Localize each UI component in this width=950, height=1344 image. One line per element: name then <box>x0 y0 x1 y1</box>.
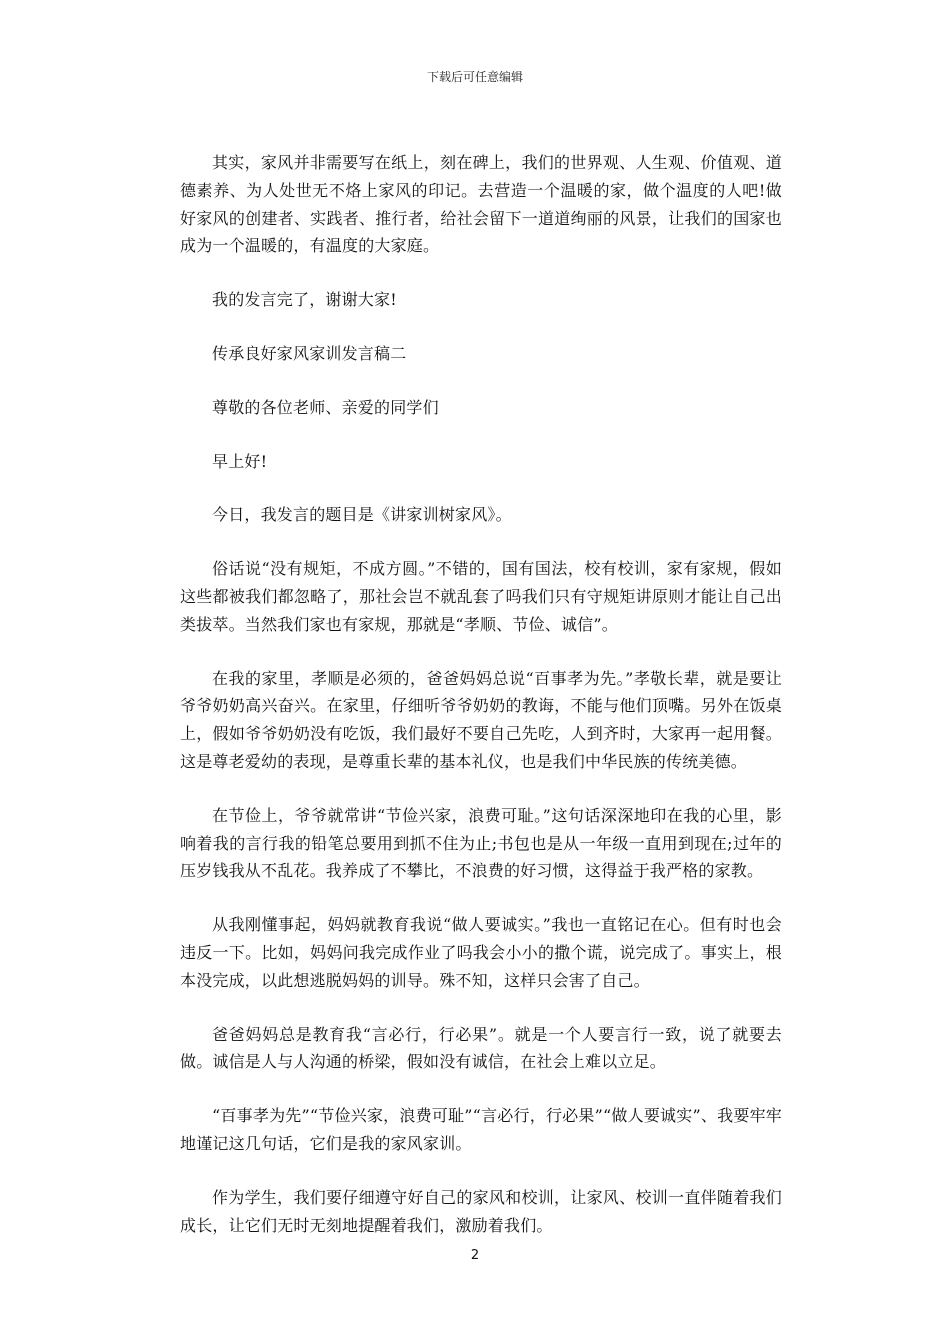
paragraph: 从我刚懂事起，妈妈就教育我说“做人要诚实。”我也一直铭记在心。但有时也会违反一下。比如，妈妈问我完成作业了吗我会小小的撒个谎，说完成了。事实上，根本没完成，以此想逃脱妈妈的训导。殊不知，这样只会害了自己。 <box>180 915 782 990</box>
paragraph: 我的发言完了，谢谢大家! <box>212 290 397 310</box>
page-header: 下载后可任意编辑 <box>426 70 523 84</box>
paragraph: 俗话说“没有规矩，不成方圆。”不错的，国有国法，校有校训，家有家规，假如这些都被我们都忽略了，那社会岂不就乱套了吗我们只有守规矩讲原则才能让自己出类拔萃。当然我们家也有家规，那就是“孝顺、节俭、诚信”。 <box>180 559 782 634</box>
salutation: 尊敬的各位老师、亲爱的同学们 <box>212 397 439 417</box>
paragraph: 今日，我发言的题目是《讲家训树家风》。 <box>212 505 512 525</box>
greeting: 早上好! <box>212 451 268 471</box>
paragraph: 爸爸妈妈总是教育我“言必行，行必果”。就是一个人要言行一致，说了就要去做。诚信是人与人沟通的桥梁，假如没有诚信，在社会上难以立足。 <box>180 1024 782 1072</box>
paragraph: 作为学生，我们要仔细遵守好自己的家风和校训，让家风、校训一直伴随着我们成长，让它们无时无刻地提醒着我们，激励着我们。 <box>180 1187 782 1235</box>
page-number: 2 <box>470 1248 480 1263</box>
paragraph: 在节俭上，爷爷就常讲“节俭兴家，浪费可耻。”这句话深深地印在我的心里，影响着我的言行我的铅笔总要用到抓不住为止;书包也是从一年级一直用到现在;过年的压岁钱我从不乱花。我养成了不攀比，不浪费的好习惯，这得益于我严格的家教。 <box>180 805 782 881</box>
section-title: 传承良好家风家训发言稿二 <box>212 343 407 363</box>
paragraph: “百事孝为先”“节俭兴家，浪费可耻”“言必行，行必果”“做人要诚实”、我要牢牢地谨记这几句话，它们是我的家风家训。 <box>180 1106 782 1153</box>
document-body <box>180 149 782 1265</box>
paragraph: 其实，家风并非需要写在纸上，刻在碑上，我们的世界观、人生观、价值观、道德素养、为人处世无不烙上家风的印记。去营造一个温暖的家，做个温度的人吧!做好家风的创建者、实践者、推行者，给社会留下一道道绚丽的风景，让我们的国家也成为一个温暖的，有温度的大家庭。 <box>180 153 782 256</box>
paragraph: 在我的家里，孝顺是必须的，爸爸妈妈总说“百事孝为先。”孝敬长辈，就是要让爷爷奶奶高兴奋兴。在家里，仔细听爷爷奶奶的教诲，不能与他们顶嘴。另外在饭桌上，假如爷爷奶奶没有吃饭，我们最好不要自己先吃，人到齐时，大家再一起用餐。这是尊老爱幼的表现，是尊重长辈的基本礼仪，也是我们中华民族的传统美德。 <box>180 668 782 771</box>
